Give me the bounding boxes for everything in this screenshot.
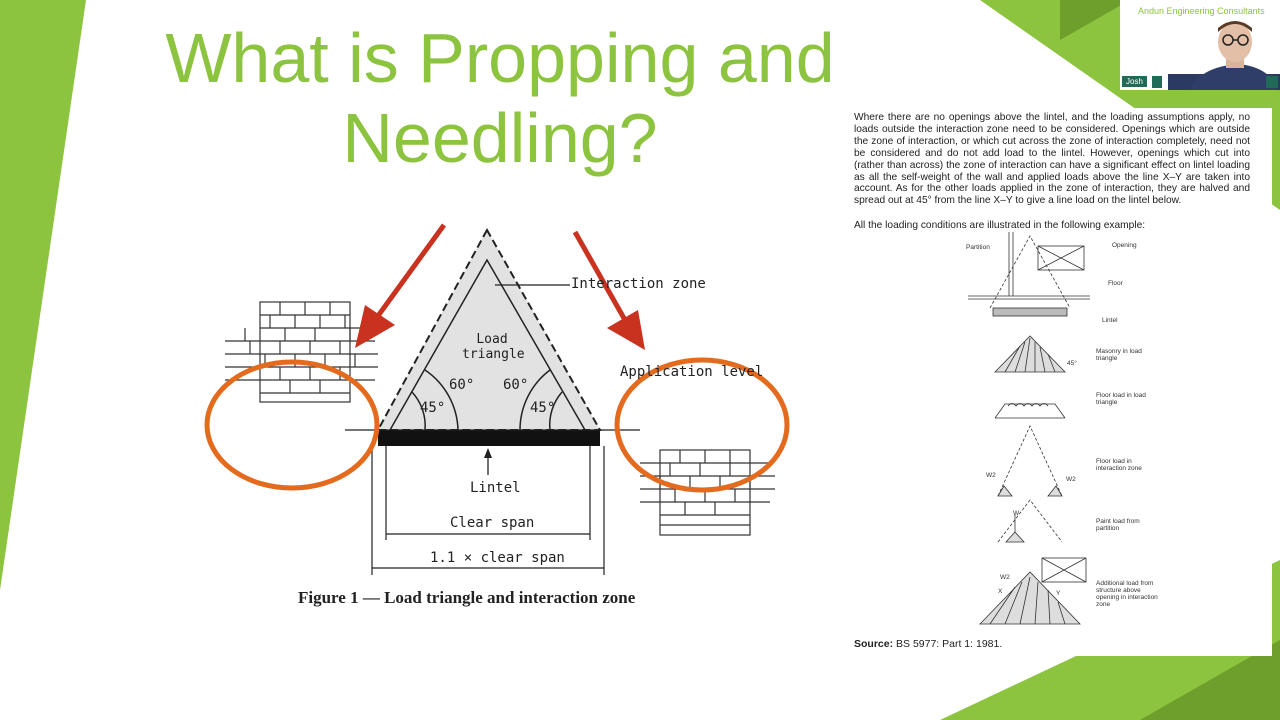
diagram-label-floor-load-triangle: Floor load in load triangle (1096, 392, 1146, 406)
diagram-label-angle: 45° (1067, 360, 1077, 367)
red-arrow-left (355, 225, 444, 348)
loading-conditions-diagram (960, 232, 1100, 632)
diagram-label-floor-load-interaction: Floor load in interaction zone (1096, 458, 1142, 472)
clear-span-label: Clear span (450, 515, 535, 531)
clear-span-11-label: 1.1 × clear span (430, 550, 565, 566)
lintel-pointer-arrow (484, 448, 492, 458)
diagram-label-partition: Partition (966, 244, 990, 251)
webcam-title: Andun Engineering Consultants (1138, 6, 1265, 16)
excerpt-paragraph-2: All the loading conditions are illustrated in the following example: (854, 220, 1146, 231)
brick-wall-right (640, 450, 775, 535)
diagram-label-x: X (998, 588, 1003, 595)
angle-45-left-label: 45° (420, 400, 446, 416)
angle-60-left-label: 60° (449, 377, 475, 393)
angle-60-right-label: 60° (503, 377, 529, 393)
diagram-label-masonry: Masonry in load triangle (1096, 348, 1142, 362)
diagram-label-w2-left: W2 (986, 472, 996, 479)
interaction-zone-label: Interaction zone (571, 276, 706, 292)
load-triangle (378, 230, 600, 430)
excerpt-paragraph-1: Where there are no openings above the lintel, and the loading assumptions apply, no loads outside the interaction zone need to be considered. Openings which are outside the zone of interaction, or which cut across the zone of interaction completely, need not be considered and do not add load to the lintel. However, openings which cut into (rather than across) the zone of interaction can have a significant effect on lintel loading as all the self-weight of the wall and applied loads above the line X–Y are taken into account. As for the other loads applied in the zone of interaction, they are halved and spread out at 45° from the line X–Y to give a line load on the lintel below. (854, 112, 1250, 207)
diagram-label-w2-bottom: W2 (1000, 574, 1010, 581)
diagram-label-lintel: Lintel (1102, 317, 1118, 324)
source-citation (854, 638, 1002, 650)
source-text: BS 5977: Part 1: 1981. (896, 638, 1003, 650)
lintel-label: Lintel (470, 480, 521, 496)
diagram-label-opening: Opening (1112, 242, 1137, 249)
diagram-label-point-load: Paint load from partition (1096, 518, 1140, 532)
document-excerpt (840, 108, 1272, 656)
diagram-label-additional-load: Additional load from structure above opening in interaction zone (1096, 580, 1158, 608)
load-triangle-label: Load triangle (462, 332, 525, 362)
webcam-tile-2 (1266, 76, 1278, 88)
diagram-label-w2-right: W2 (1066, 476, 1076, 483)
webcam-overlay (1120, 0, 1280, 90)
lintel-bar (378, 430, 600, 446)
brick-wall-left (225, 302, 378, 402)
presenter-name-tag: Josh (1122, 76, 1147, 87)
figure-caption: Figure 1 — Load triangle and interaction zone (298, 588, 636, 607)
source-label: Source: (854, 638, 894, 650)
angle-45-right-label: 45° (530, 400, 556, 416)
left-green-shape (0, 0, 86, 590)
diagram-label-y: Y (1056, 590, 1061, 597)
load-triangle-figure (200, 220, 800, 590)
application-level-label: Application level (620, 364, 764, 380)
diagram-label-w: W (1013, 510, 1020, 517)
diagram-label-floor: Floor (1108, 280, 1123, 287)
webcam-tile-1 (1152, 76, 1162, 88)
slide-title: What is Propping and Needling? (165, 19, 835, 177)
highlight-circle-left (207, 362, 377, 488)
presenter-video (1160, 12, 1280, 90)
